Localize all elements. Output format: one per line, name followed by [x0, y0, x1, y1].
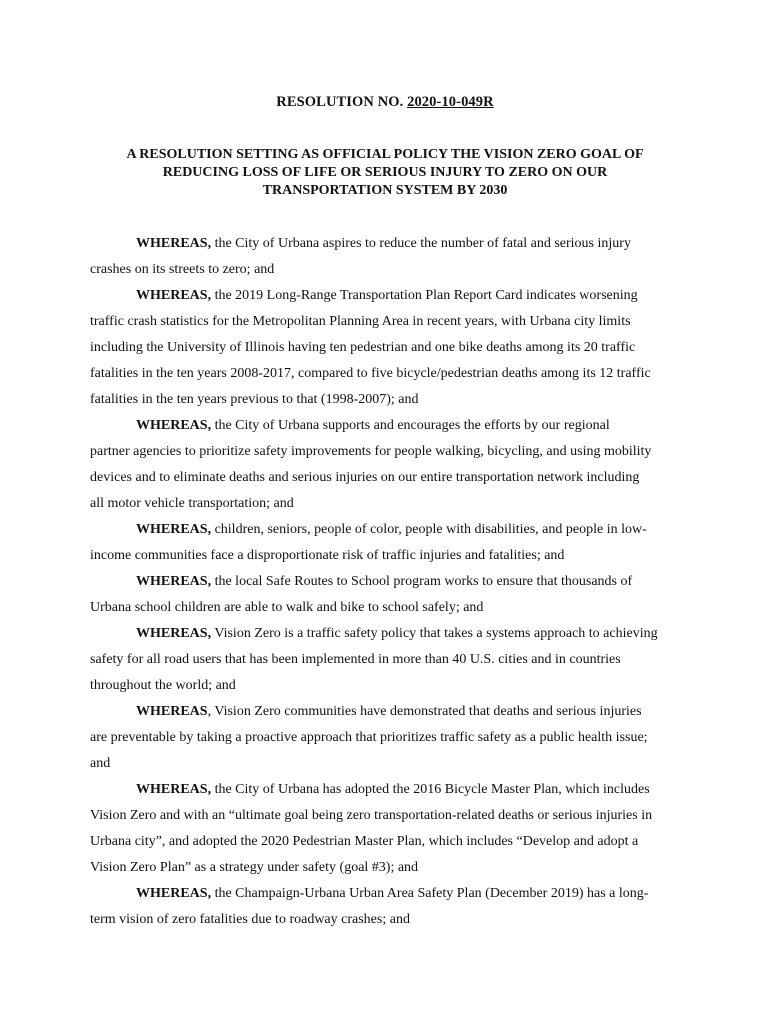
paragraph-line [90, 647, 690, 673]
whereas-paragraph [90, 517, 690, 569]
line-text: the City of Urbana supports and encourages the efforts by our regional [211, 418, 610, 433]
line-text: fatalities in the ten years previous to that (1998-2007); and [90, 392, 419, 407]
line-text: including the University of Illinois having ten pedestrian and one bike deaths among its 20 traffic [90, 340, 636, 355]
line-text: children, seniors, people of color, people with disabilities, and people in low- [211, 522, 647, 537]
paragraph-line [90, 231, 690, 257]
whereas-keyword: WHEREAS, [136, 288, 212, 303]
whereas-keyword: WHEREAS, [136, 418, 212, 433]
line-text: safety for all road users that has been implemented in more than 40 U.S. cities and in countries [90, 652, 621, 667]
paragraph-line [90, 413, 690, 439]
paragraph-line [90, 543, 690, 569]
line-text: fatalities in the ten years 2008-2017, compared to five bicycle/pedestrian deaths among its 12 traffic [90, 366, 651, 381]
paragraph-line [90, 699, 690, 725]
resolution-label: RESOLUTION NO. [276, 94, 408, 110]
line-text: Urbana school children are able to walk and bike to school safely; and [90, 600, 484, 615]
line-text: crashes on its streets to zero; and [90, 262, 275, 277]
line-text: Vision Zero and with an “ultimate goal being zero transportation-related deaths or serious injuries in [90, 808, 653, 823]
paragraph-line [90, 309, 690, 335]
whereas-paragraph [90, 283, 690, 413]
paragraph-line [90, 881, 690, 907]
paragraph-line [90, 855, 690, 881]
whereas-paragraph [90, 699, 690, 777]
resolution-number: 2020-10-049R [407, 94, 494, 110]
line-text: traffic crash statistics for the Metropolitan Planning Area in recent years, with Urbana city limits [90, 314, 631, 329]
title-line: A RESOLUTION SETTING AS OFFICIAL POLICY THE VISION ZERO GOAL OF [126, 147, 644, 162]
resolution-title [90, 146, 680, 200]
line-text: devices and to eliminate deaths and serious injuries on our entire transportation network including [90, 470, 640, 485]
line-text: and [90, 756, 111, 771]
line-text: Vision Zero is a traffic safety policy that takes a systems approach to achieving [211, 626, 658, 641]
whereas-keyword: WHEREAS, [136, 574, 212, 589]
whereas-paragraph [90, 569, 690, 621]
paragraph-line [90, 777, 690, 803]
paragraph-line [90, 257, 690, 283]
line-text: the Champaign-Urbana Urban Area Safety Plan (December 2019) has a long- [211, 886, 649, 901]
whereas-keyword: WHEREAS, [136, 522, 212, 537]
line-text: term vision of zero fatalities due to roadway crashes; and [90, 912, 410, 927]
line-text: , Vision Zero communities have demonstrated that deaths and serious injuries [207, 704, 642, 719]
whereas-keyword: WHEREAS, [136, 626, 212, 641]
paragraph-line [90, 907, 690, 933]
whereas-paragraph [90, 231, 690, 283]
line-text: the City of Urbana has adopted the 2016 Bicycle Master Plan, which includes [211, 782, 650, 797]
line-text: are preventable by taking a proactive approach that prioritizes traffic safety as a public health issue; [90, 730, 648, 745]
whereas-paragraph [90, 777, 690, 881]
whereas-keyword: WHEREAS, [136, 886, 212, 901]
paragraph-line [90, 465, 690, 491]
paragraph-line [90, 829, 690, 855]
title-line: REDUCING LOSS OF LIFE OR SERIOUS INJURY TO ZERO ON OUR [162, 165, 608, 180]
line-text: all motor vehicle transportation; and [90, 496, 294, 511]
paragraph-line [90, 569, 690, 595]
line-text: Vision Zero Plan” as a strategy under safety (goal #3); and [90, 860, 419, 875]
paragraph-line [90, 387, 690, 413]
whereas-paragraph [90, 621, 690, 699]
paragraph-line [90, 595, 690, 621]
whereas-paragraph [90, 413, 690, 517]
paragraph-line [90, 751, 690, 777]
line-text: the 2019 Long-Range Transportation Plan Report Card indicates worsening [211, 288, 638, 303]
paragraph-line [90, 803, 690, 829]
paragraph-line [90, 491, 690, 517]
paragraph-line [90, 725, 690, 751]
line-text: the local Safe Routes to School program works to ensure that thousands of [211, 574, 633, 589]
line-text: the City of Urbana aspires to reduce the number of fatal and serious injury [211, 236, 631, 251]
line-text: Urbana city”, and adopted the 2020 Pedestrian Master Plan, which includes “Develop and adopt a [90, 834, 639, 849]
paragraph-line [90, 335, 690, 361]
paragraph-line [90, 673, 690, 699]
title-line: TRANSPORTATION SYSTEM BY 2030 [262, 183, 508, 198]
whereas-paragraph [90, 881, 690, 933]
paragraph-line [90, 283, 690, 309]
line-text: income communities face a disproportionate risk of traffic injuries and fatalities; and [90, 548, 565, 563]
paragraph-line [90, 621, 690, 647]
resolution-number-heading [0, 94, 770, 111]
whereas-keyword: WHEREAS [136, 704, 208, 719]
paragraph-line [90, 517, 690, 543]
paragraph-line [90, 439, 690, 465]
line-text: throughout the world; and [90, 678, 236, 693]
whereas-keyword: WHEREAS, [136, 782, 212, 797]
resolution-body [90, 231, 690, 933]
line-text: partner agencies to prioritize safety improvements for people walking, bicycling, and using mobility [90, 444, 652, 459]
paragraph-line [90, 361, 690, 387]
whereas-keyword: WHEREAS, [136, 236, 212, 251]
